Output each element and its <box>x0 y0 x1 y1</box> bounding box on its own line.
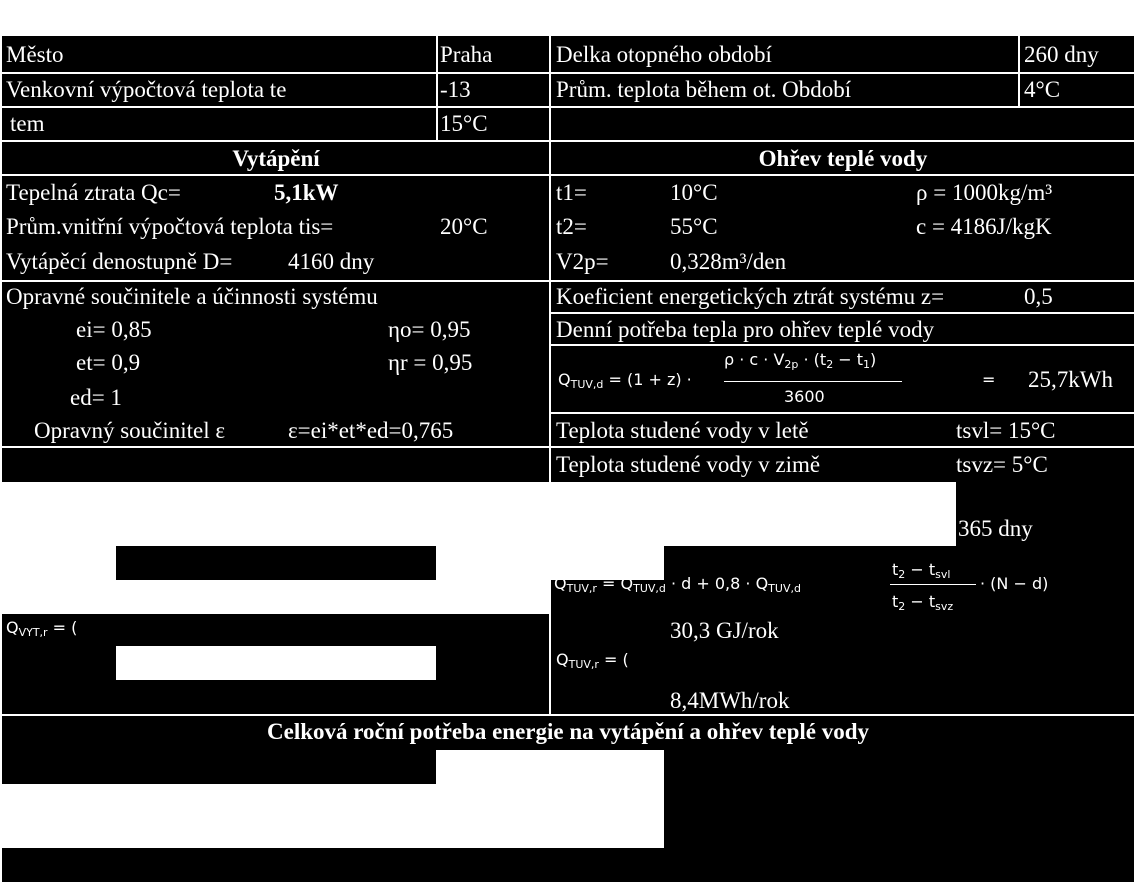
ed-value: ed= 1 <box>70 385 122 410</box>
formula-factor: = (1 + z) · <box>603 370 692 389</box>
tsvz-label: Teplota studené vody v zimě <box>556 452 821 477</box>
grid-line <box>1018 36 1020 108</box>
tsvl-label: Teplota studené vody v letě <box>556 418 809 443</box>
denni-label: Denní potřeba tepla pro ohřev teplé vody <box>556 317 935 342</box>
right-panel-cutout <box>550 482 956 546</box>
prum-label: Prům. teplota během ot. Období <box>556 77 852 102</box>
te-label: Venkovní výpočtová teplota te <box>6 77 287 102</box>
eps-value: ε=ei*et*ed=0,765 <box>288 418 454 443</box>
v2p-label: V2p= <box>556 249 609 274</box>
mesto-label: Město <box>6 42 64 67</box>
formula-part: · d + 0,8 · Q <box>665 574 769 593</box>
qc-label: Tepelná ztrata Qc= <box>6 180 181 205</box>
rho-value: ρ = 1000kg/m³ <box>916 180 1053 205</box>
grid-line <box>549 36 551 482</box>
t1-value: 10°C <box>670 180 718 205</box>
mwh-value: 8,4MWh/rok <box>670 688 790 713</box>
grid-line <box>2 140 1134 142</box>
q-tuv-r-short <box>556 650 629 675</box>
tem-value: 15°C <box>440 111 488 136</box>
q-symbol: Q <box>554 574 567 593</box>
formula-numerator <box>724 350 876 375</box>
denominator-part: t <box>892 592 899 611</box>
grid-line <box>2 72 1134 74</box>
numerator-sub: 2 <box>898 568 906 581</box>
grid-line <box>550 412 1134 414</box>
vytapeni-header: Vytápění <box>232 146 320 171</box>
eta-r-value: ηr = 0,95 <box>388 350 473 375</box>
numerator-part: t <box>892 560 899 579</box>
denominator-part: − t <box>905 592 936 611</box>
denominator-sub: svz <box>935 600 954 613</box>
tis-value: 20°C <box>440 214 488 239</box>
d-value: 4160 dny <box>288 249 375 274</box>
q-tuv-d-lhs <box>558 370 692 395</box>
formula-sub: TUV,d <box>633 582 666 595</box>
gj-value: 30,3 GJ/rok <box>670 618 779 643</box>
bottom-left-band <box>2 750 436 784</box>
formula-part: = Q <box>596 574 634 593</box>
et-value: et= 0,9 <box>76 350 141 375</box>
koef-title: Opravné součinitele a účinnosti systému <box>6 284 378 309</box>
z-label: Koeficient energetických ztrát systému z= <box>556 284 945 309</box>
delka-value: 260 dny <box>1024 42 1099 67</box>
numerator-part: ) <box>870 350 877 369</box>
bottom-strip <box>2 848 1134 882</box>
q-symbol: Q <box>556 650 569 669</box>
denominator-sub: 2 <box>898 600 906 613</box>
celkova-header: Celková roční potřeba energie na vytápění a ohřev teplé vody <box>267 719 869 744</box>
q-subscript: TUV,r <box>568 658 599 671</box>
q-tuv-r-formula <box>554 574 801 599</box>
numerator-sub: 2 <box>826 358 834 371</box>
grid-line <box>549 546 551 716</box>
left-panel-cutout <box>116 646 436 680</box>
tsvz-value: tsvz= 5°C <box>956 452 1048 477</box>
tsvl-value: tsvl= 15°C <box>956 418 1056 443</box>
fraction-bar-2 <box>890 584 976 585</box>
fraction2-numerator <box>892 560 950 585</box>
q-subscript: TUV,r <box>566 582 597 595</box>
numerator-part: − t <box>833 350 864 369</box>
n-value: 365 dny <box>958 516 1033 541</box>
q-vyt-subscript: VYT,r <box>18 626 48 639</box>
formula2-tail: · (N − d) <box>980 574 1049 593</box>
prum-value: 4°C <box>1024 77 1061 102</box>
v2p-value: 0,328m³/den <box>670 249 787 274</box>
te-value: -13 <box>440 77 471 102</box>
bar-left-1 <box>116 546 436 580</box>
q-vyt-symbol: Q <box>6 618 19 637</box>
numerator-part: ρ · c · V <box>724 350 785 369</box>
grid-line <box>2 106 1134 108</box>
z-value: 0,5 <box>1024 284 1053 309</box>
grid-line <box>2 174 1134 176</box>
q-tuv-d-result: 25,7kWh <box>1028 367 1113 392</box>
t1-label: t1= <box>556 180 587 205</box>
formula-equals: = <box>982 370 996 389</box>
grid-line <box>2 714 1134 716</box>
formula-part: = ( <box>598 650 629 669</box>
numerator-part: · (t <box>798 350 827 369</box>
grid-line <box>436 36 438 142</box>
q-vyt-rest: = ( <box>47 618 78 637</box>
fraction-bar <box>724 381 902 382</box>
q-symbol: Q <box>558 370 571 389</box>
eps-label: Opravný součinitel ε <box>34 418 226 443</box>
t2-value: 55°C <box>670 214 718 239</box>
q-subscript: TUV,d <box>570 378 604 391</box>
d-label: Vytápěcí denostupně D= <box>6 249 233 274</box>
q-vyt-formula <box>6 618 77 643</box>
tem-label: tem <box>10 111 45 136</box>
ohrev-header: Ohřev teplé vody <box>758 146 928 171</box>
grid-line <box>550 312 1134 314</box>
qc-value: 5,1kW <box>274 180 339 205</box>
grid-line <box>2 446 1134 448</box>
fraction2-denominator <box>892 592 953 617</box>
numerator-sub: svl <box>935 568 951 581</box>
t2-label: t2= <box>556 214 587 239</box>
eta-o-value: ηo= 0,95 <box>388 317 471 342</box>
numerator-sub: 2p <box>784 358 799 371</box>
mesto-value: Praha <box>440 42 493 67</box>
formula-denominator: 3600 <box>784 387 825 406</box>
c-value: c = 4186J/kgK <box>916 214 1052 239</box>
tis-label: Prům.vnitřní výpočtová teplota tis= <box>6 214 334 239</box>
numerator-part: − t <box>905 560 936 579</box>
numerator-sub: 1 <box>863 358 871 371</box>
formula-sub: TUV,d <box>768 582 801 595</box>
ei-value: ei= 0,85 <box>76 317 152 342</box>
delka-label: Delka otopného období <box>556 42 772 67</box>
